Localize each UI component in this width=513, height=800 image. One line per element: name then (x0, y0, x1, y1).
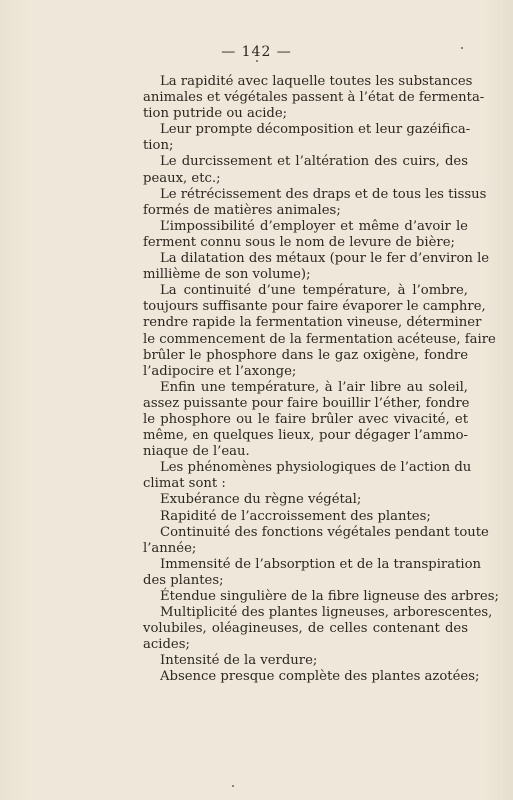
text-line: toujours suffisante pour faire évaporer le camphre, (143, 299, 486, 315)
paragraph (143, 283, 496, 380)
text-line: Les phénomènes physiologiques de l’action du (160, 460, 472, 476)
text-line: Intensité de la verdure; (160, 653, 318, 669)
text-line: La continuité d’une température, à l’ombre, (160, 283, 468, 299)
text-line: L’impossibilité d’employer et même d’avoir le (160, 218, 468, 234)
paragraph (143, 460, 472, 492)
paragraph (143, 509, 468, 525)
body-text (143, 74, 499, 686)
text-line: Immensité de l’absorption et de la transpiration (160, 556, 482, 572)
text-line: Exubérance du règne végétal; (160, 492, 362, 508)
text-line: Enfin une température, à l’air libre au soleil, (160, 379, 468, 395)
page-speck (232, 785, 234, 787)
text-line: le commencement de la fermentation acéteuse, faire (143, 331, 496, 347)
text-line: climat sont : (143, 476, 226, 492)
paragraph (143, 524, 489, 557)
text-line: Absence presque complète des plantes azotées; (160, 669, 480, 685)
paragraph (143, 605, 493, 653)
text-line: tion; (143, 138, 174, 154)
paragraph (143, 154, 468, 186)
paragraph (143, 556, 482, 589)
paragraph (143, 186, 487, 219)
text-line: Rapidité de l’accroissement des plantes; (160, 508, 431, 524)
text-line: La rapidité avec laquelle toutes les substances (160, 74, 473, 89)
text-line: le phosphore ou le faire brûler avec vivacité, et (143, 411, 468, 427)
text-line: millième de son volume); (143, 267, 311, 283)
text-line: Le durcissement et l’altération des cuirs, des (160, 154, 468, 170)
paragraph (143, 122, 471, 154)
text-line: Multiplicité des plantes ligneuses, arborescentes, (160, 605, 493, 621)
text-line: Étendue singulière de la fibre ligneuse des arbres; (160, 589, 499, 604)
paragraph (143, 492, 468, 508)
paragraph (143, 251, 490, 283)
text-line: l’année; (143, 540, 197, 556)
paragraph (143, 653, 468, 669)
text-line: La dilatation des métaux (pour le fer d’environ le (160, 251, 490, 267)
text-line: brûler le phosphore dans le gaz oxigène, fondre (143, 347, 468, 363)
paragraph (143, 589, 499, 605)
paragraph (143, 74, 485, 122)
paragraph (143, 669, 480, 685)
text-line: rendre rapide la fermentation vineuse, déterminer (143, 315, 482, 331)
text-line: niaque de l’eau. (143, 444, 250, 460)
text-line: tion putride ou acide; (143, 106, 288, 122)
text-line: volubiles, oléagineuses, de celles contenant des (143, 621, 468, 637)
text-line: des plantes; (143, 572, 224, 588)
text-line: l’adipocire et l’axonge; (143, 363, 297, 379)
page-number: — 142 — (221, 44, 292, 60)
text-line: Leur prompte décomposition et leur gazéifica- (160, 122, 471, 138)
text-line: animales et végétales passent à l’état de fermenta- (143, 90, 485, 106)
paragraph (143, 380, 468, 460)
paragraph (143, 219, 468, 251)
text-line: peaux, etc.; (143, 170, 221, 186)
text-line: Continuité des fonctions végétales pendant toute (160, 524, 489, 540)
text-line: ferment connu sous le nom de levure de bière; (143, 234, 455, 250)
page-speck (256, 60, 258, 62)
text-line: acides; (143, 637, 190, 653)
text-line: Le rétrécissement des draps et de tous les tissus (160, 186, 487, 202)
text-line: même, en quelques lieux, pour dégager l’ammo- (143, 428, 468, 444)
page-speck (461, 47, 463, 49)
text-line: formés de matières animales; (143, 202, 341, 218)
text-line: assez puissante pour faire bouillir l’éther, fondre (143, 395, 470, 411)
